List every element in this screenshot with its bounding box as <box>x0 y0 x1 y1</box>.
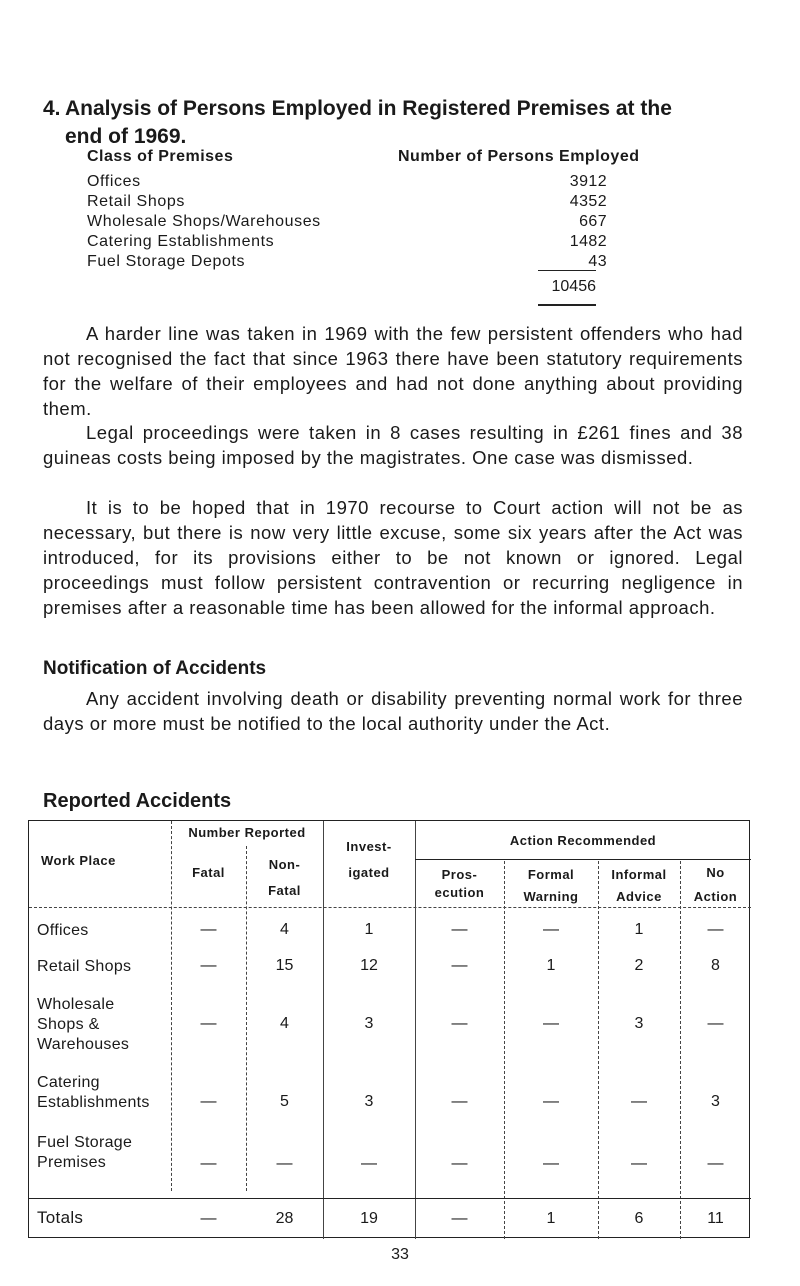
cell: — <box>451 921 468 938</box>
cell: — <box>200 957 217 974</box>
col-non-fatal-2: Fatal <box>268 883 301 898</box>
row-label-catering-1: Catering <box>37 1074 100 1091</box>
cell: 15 <box>275 957 294 974</box>
premises-count: 667 <box>579 213 607 230</box>
total-cell: 1 <box>546 1210 556 1227</box>
premises-row <box>87 252 607 272</box>
cell: 4 <box>280 1015 289 1032</box>
cell: 1 <box>546 957 556 974</box>
paragraph-harder-line: A harder line was taken in 1969 with the few persistent offenders who had not recognised the fact that since 1963 there have been statutory requirements for the welfare of their employees and had not done anything about providing them. <box>43 323 743 419</box>
section-heading-line2: end of 1969. <box>65 125 187 148</box>
paragraph-court-action: It is to be hoped that in 1970 recourse to Court action will not be as necessary, but there is now very little excuse, some six years after the Act was introduced, for its provisions either to be not known or ignored. Legal proceedings must follow persistent contravention or recurring negligence in premises after a reasonable time has been allowed for the informal approach. <box>43 497 743 618</box>
row-label-retail: Retail Shops <box>37 958 132 975</box>
cell: 3 <box>364 1015 374 1032</box>
col-no-action-1: No <box>706 865 725 880</box>
cell: 8 <box>711 957 720 974</box>
premises-count: 1482 <box>569 233 607 250</box>
cell: 1 <box>364 921 374 938</box>
paragraph-legal-proceedings: Legal proceedings were taken in 8 cases resulting in £261 fines and 38 guineas costs being imposed by the magistrates. One case was dismissed. <box>43 422 743 468</box>
premises-list <box>87 172 607 272</box>
cell: 2 <box>634 957 644 974</box>
row-label-wholesale-2: Shops & <box>37 1016 100 1033</box>
cell: — <box>707 921 724 938</box>
total-cell: 19 <box>360 1210 378 1227</box>
class-of-premises-header: Class of Premises <box>87 148 234 165</box>
total-cell: 11 <box>707 1210 724 1227</box>
cell: 5 <box>280 1093 289 1110</box>
cell: — <box>200 1093 217 1110</box>
notification-heading: Notification of Accidents <box>43 658 267 679</box>
cell: — <box>276 1155 293 1172</box>
total-cell: — <box>200 1210 217 1227</box>
row-label-fuel-2: Premises <box>37 1154 107 1171</box>
cell: — <box>200 921 217 938</box>
sum-rule <box>538 270 596 271</box>
cell: 3 <box>711 1093 720 1110</box>
cell: — <box>451 1015 468 1032</box>
col-prosecution-1: Pros- <box>441 867 478 882</box>
paragraph-notification: Any accident involving death or disability preventing normal work for three days or more must be notified to the local authority under the Act. <box>43 688 743 734</box>
cell: — <box>707 1015 724 1032</box>
total-cell: — <box>451 1210 468 1227</box>
col-action-recommended: Action Recommended <box>509 833 657 848</box>
premises-row <box>87 172 607 192</box>
persons-employed-header: Number of Persons Employed <box>398 148 640 165</box>
row-label-totals: Totals <box>37 1208 84 1227</box>
cell: 3 <box>634 1015 644 1032</box>
premises-label: Offices <box>87 173 141 190</box>
premises-count: 43 <box>588 253 607 270</box>
cell: — <box>707 1155 724 1172</box>
premises-label: Wholesale Shops/Warehouses <box>87 213 321 230</box>
total-rule <box>538 304 596 306</box>
col-number-reported: Number Reported <box>188 825 306 840</box>
col-work-place: Work Place <box>41 853 116 868</box>
section-heading-line1: Analysis of Persons Employed in Registered Premises at the <box>65 97 672 120</box>
col-investigated-2: igated <box>348 865 390 880</box>
cell: 12 <box>360 957 378 974</box>
col-prosecution-2: ecution <box>434 885 485 900</box>
premises-count: 3912 <box>569 173 607 190</box>
cell: 3 <box>364 1093 374 1110</box>
premises-row <box>87 212 607 232</box>
cell: — <box>361 1155 377 1172</box>
total-cell: 6 <box>634 1210 644 1227</box>
cell: — <box>543 1093 559 1110</box>
col-investigated-1: Invest- <box>346 839 392 854</box>
cell: — <box>451 957 468 974</box>
premises-total: 10456 <box>551 278 596 295</box>
row-label-wholesale-1: Wholesale <box>37 996 115 1013</box>
row-label-catering-2: Establishments <box>37 1094 150 1111</box>
row-label-offices: Offices <box>37 922 89 939</box>
total-cell: 28 <box>275 1210 294 1227</box>
col-no-action-2: Action <box>693 889 738 904</box>
premises-row <box>87 232 607 252</box>
page-number: 33 <box>391 1246 409 1263</box>
cell: — <box>631 1093 647 1110</box>
col-informal-1: Informal <box>611 867 667 882</box>
premises-count: 4352 <box>569 193 607 210</box>
premises-label: Retail Shops <box>87 193 185 210</box>
accidents-table <box>28 820 750 1238</box>
cell: 1 <box>634 921 644 938</box>
cell: — <box>200 1155 217 1172</box>
cell: — <box>451 1155 468 1172</box>
cell: — <box>631 1155 647 1172</box>
col-informal-2: Advice <box>616 889 662 904</box>
reported-accidents-heading: Reported Accidents <box>43 790 232 812</box>
section-number: 4. <box>43 97 61 120</box>
col-formal-1: Formal <box>527 867 575 882</box>
premises-label: Fuel Storage Depots <box>87 253 246 270</box>
cell: — <box>543 921 559 938</box>
col-fatal: Fatal <box>192 865 225 880</box>
row-label-fuel-1: Fuel Storage <box>37 1134 133 1151</box>
cell: 4 <box>280 921 289 938</box>
cell: — <box>543 1015 559 1032</box>
cell: — <box>543 1155 559 1172</box>
premises-label: Catering Establishments <box>87 233 275 250</box>
row-label-wholesale-3: Warehouses <box>37 1036 130 1053</box>
section-heading <box>43 95 763 151</box>
col-non-fatal-1: Non- <box>268 857 301 872</box>
cell: — <box>451 1093 468 1110</box>
cell: — <box>200 1015 217 1032</box>
premises-row <box>87 192 607 212</box>
col-formal-2: Warning <box>523 889 579 904</box>
